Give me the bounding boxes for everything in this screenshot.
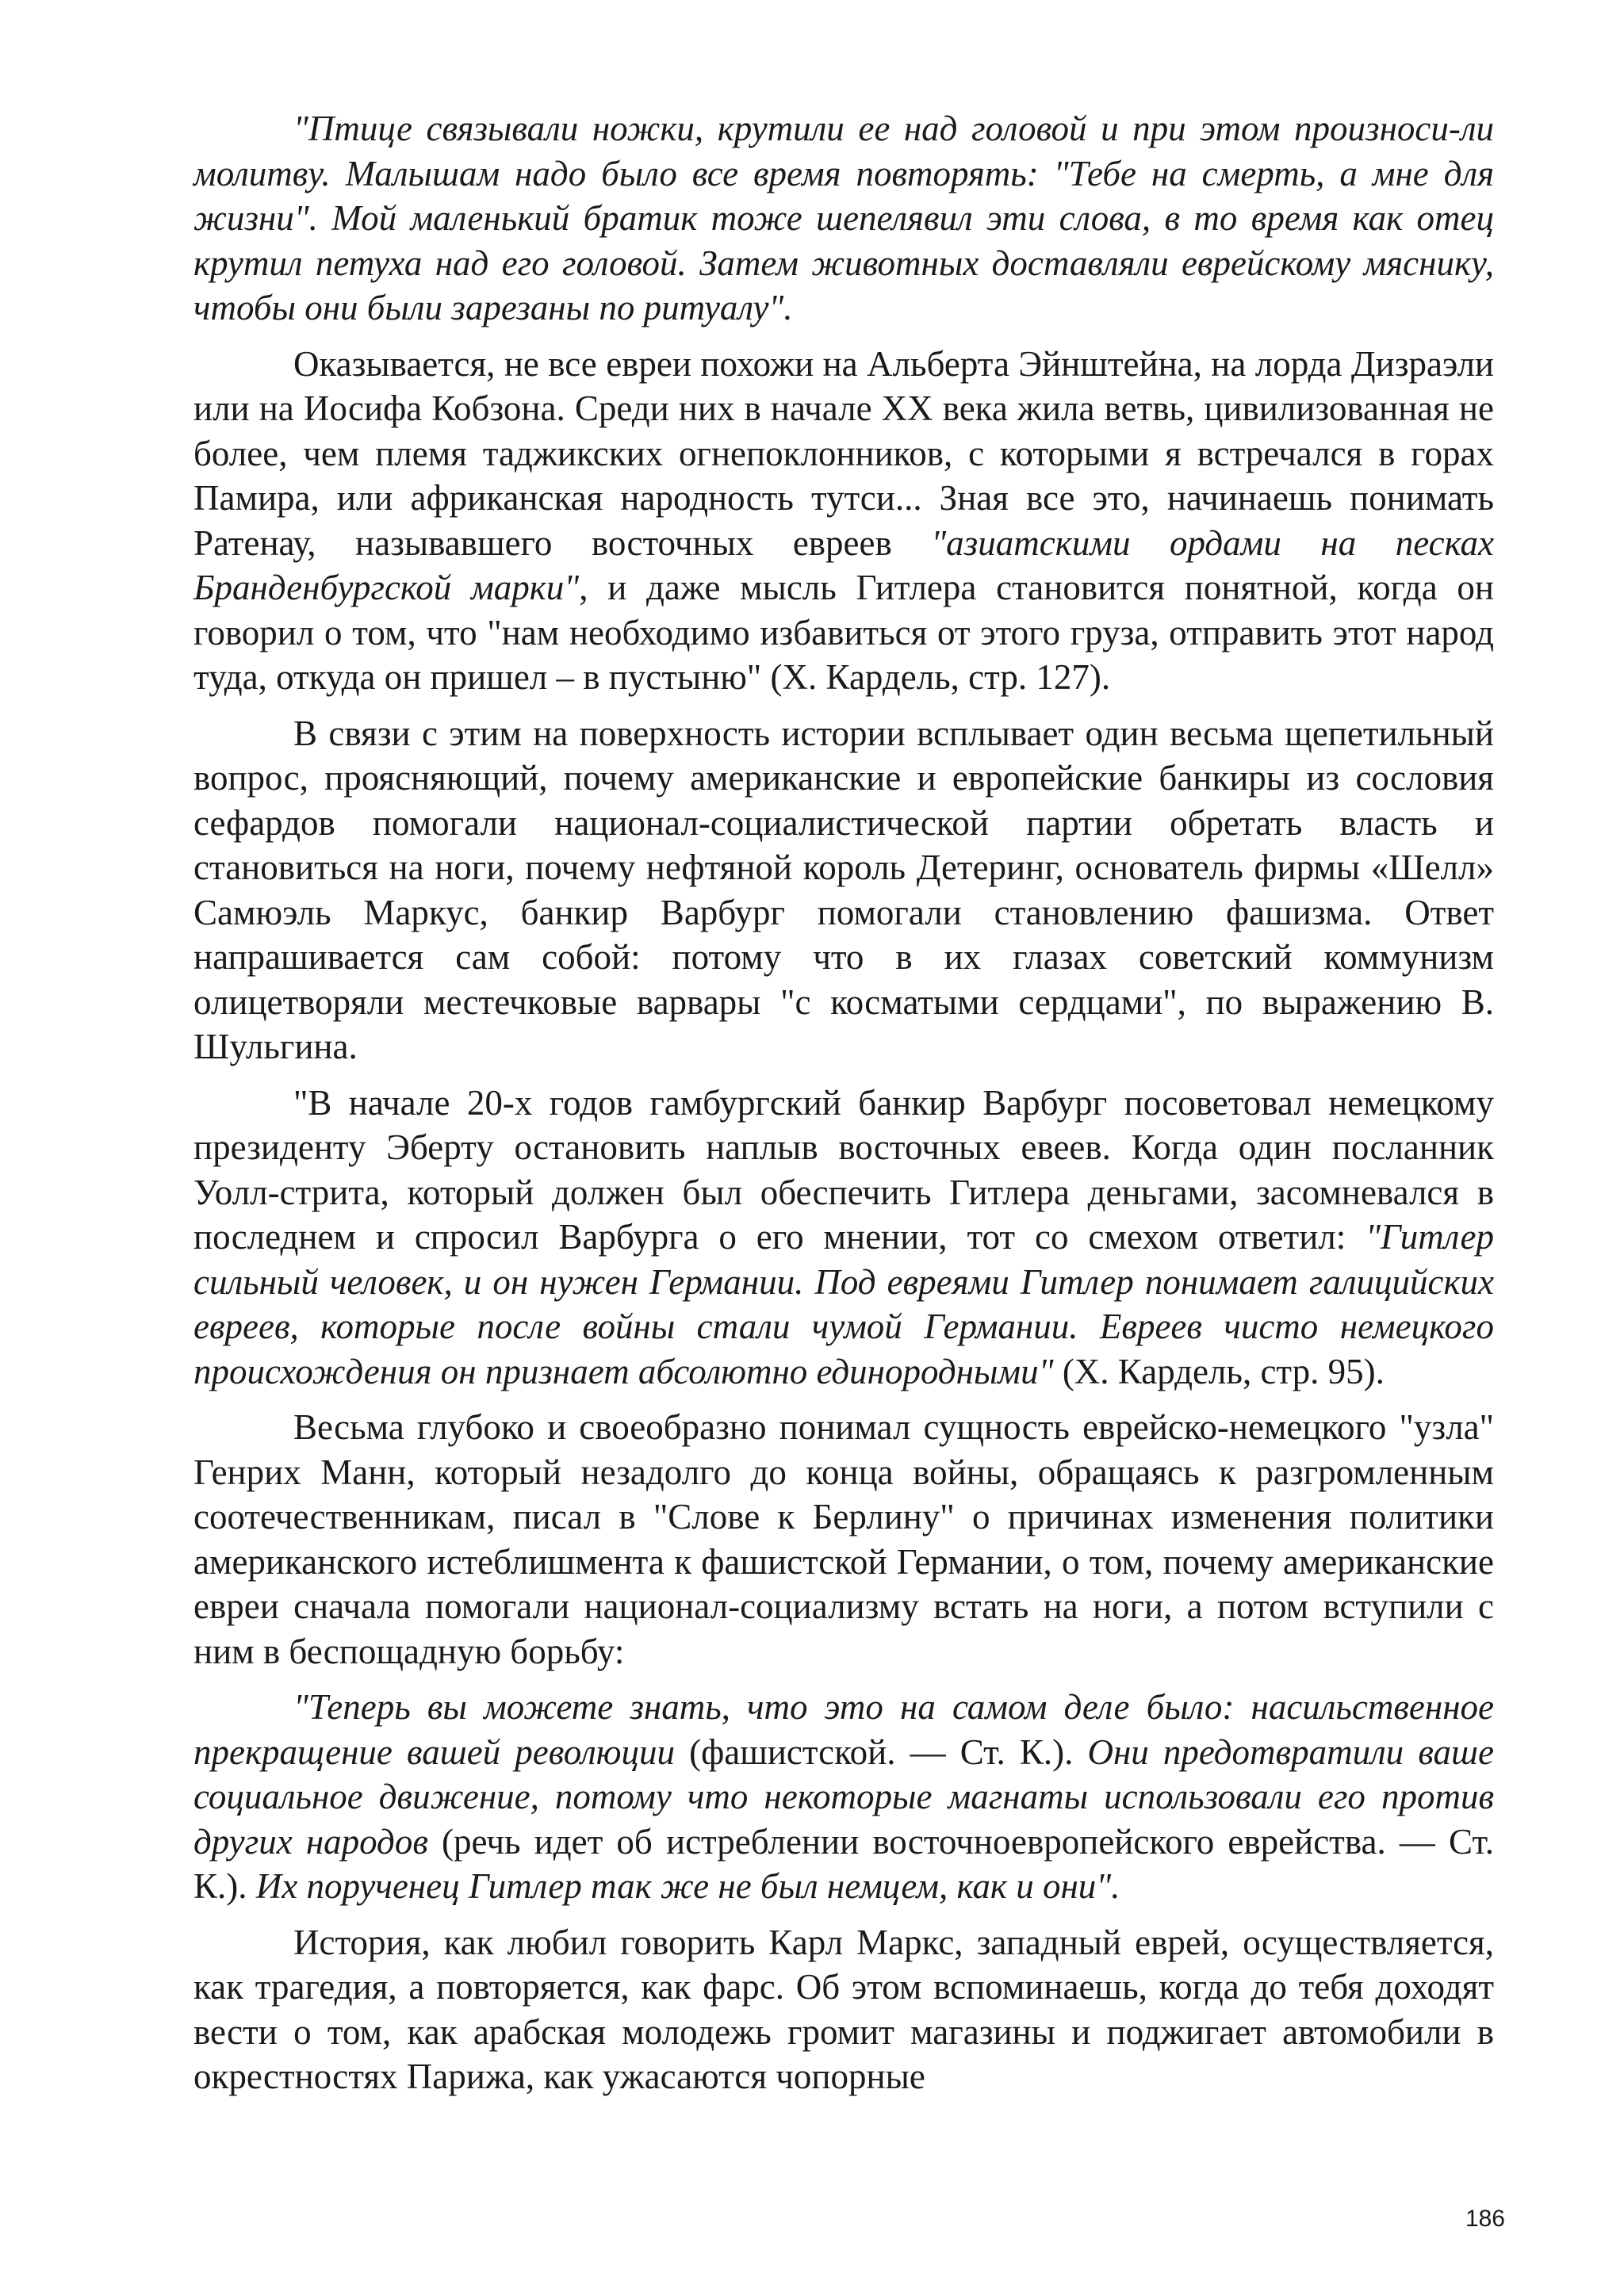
text-run: (Х. Кардель, стр. 95). <box>1053 1351 1385 1391</box>
paragraph-bird-ritual-quote <box>193 106 1494 331</box>
paragraph-warburg-quote <box>193 1081 1494 1395</box>
text-run: , и даже мысль Гитлера становится понятной, когда он говорил о том, что "нам необходимо избавиться от этого груза, отправить этот народ туда, откуда он пришел – в пустыню" (Х. Кардель, стр. 127). <box>193 568 1494 697</box>
paragraph-eastern-jews <box>193 342 1494 700</box>
text-run: "В начале 20-х годов гамбургский банкир Варбург посоветовал немецкому президенту Эберту остановить наплыв восточных евеев. Когда один посланник Уолл-стрита, который должен был обеспечить Гитлера деньгами, засомневался в последнем и спросил Варбурга о его мнении, тот со смехом ответил: <box>193 1082 1494 1257</box>
paragraph-bankers-question <box>193 711 1494 1070</box>
paragraph-history-farce <box>193 1920 1494 2099</box>
text-run: (речь идет об истреблении восточноевропейского еврейства. — Ст. К.). <box>193 1821 1494 1906</box>
text-run: В связи с этим на поверхность истории всплывает один весьма щепетильный вопрос, проясняющий, почему американские и европейские банкиры из сословия сефардов помогали национал-социалистической партии обретать власть и становиться на ноги, почему нефтяной король Детеринг, основатель фирмы «Шелл» Самюэль Маркус, банкир Варбург помогали становлению фашизма. Ответ напрашивается сам собой: потому что в их глазах советский коммунизм олицетворяли местечковые варвары "с косматыми сердцами", по выражению В. Шульгина. <box>193 713 1494 1066</box>
body-text <box>193 106 1494 2099</box>
text-run: Оказывается, не все евреи похожи на Альберта Эйнштейна, на лорда Дизраэли или на Иосифа Кобзона. Среди них в начале XX века жила ветвь, цивилизованная не более, чем племя таджикских огнепоклонников, с которыми я встречался в горах Памира, или африканская народность тутси... Зная все это, начинаешь понимать Ратенау, называвшего восточных евреев <box>193 343 1494 563</box>
italic-text-run: "Гитлер сильный человек, и он нужен Германии. Под евреями Гитлер понимает галицийских евреев, которые после войны стали чумой Германии. Евреев чисто немецкого происхождения он признает абсолютно единородными" <box>193 1217 1494 1391</box>
paragraph-heinrich-mann <box>193 1405 1494 1674</box>
italic-text-run: Они предотвратили ваше социальное движение, потому что некоторые магнаты использовали его против других народов <box>193 1732 1494 1862</box>
text-run: Весьма глубоко и своеобразно понимал сущность еврейско-немецкого "узла" Генрих Манн, который незадолго до конца войны, обращаясь к разгромленным соотечественникам, писал в "Слове к Берлину" о причинах изменения политики американского истеблишмента к фашистской Германии, о том, почему американские евреи сначала помогали национал-социализму встать на ноги, а потом вступили с ним в беспощадную борьбу: <box>193 1407 1494 1671</box>
text-run: (фашистской. — Ст. К.). <box>674 1732 1088 1772</box>
paragraph-mann-quote <box>193 1685 1494 1909</box>
page-number: 186 <box>1465 2206 1505 2232</box>
text-run: История, как любил говорить Карл Маркс, западный еврей, осуществляется, как трагедия, а повторяется, как фарс. Об этом вспоминаешь, когда до тебя доходят вести о том, как арабская молодежь громит магазины и поджигает автомобили в окрестностях Парижа, как ужасаются чопорные <box>193 1922 1494 2096</box>
italic-text-run: "Птице связывали ножки, крутили ее над головой и при этом произноси-ли молитву. Малышам надо было все время повторять: "Тебе на смерть, а мне для жизни". Мой маленький братик тоже шепелявил эти слова, в то время как отец крутил петуха над его головой. Затем животных доставляли еврейскому мяснику, чтобы они были зарезаны по ритуалу". <box>193 109 1494 327</box>
italic-text-run: "Теперь вы можете знать, что это на самом деле было: насильственное прекращение вашей революции <box>193 1687 1494 1772</box>
italic-text-run: "азиатскими ордами на песках Бранденбургской марки" <box>193 522 1494 607</box>
italic-text-run: Их порученец Гитлер так же не был немцем, как и они". <box>255 1866 1120 1906</box>
